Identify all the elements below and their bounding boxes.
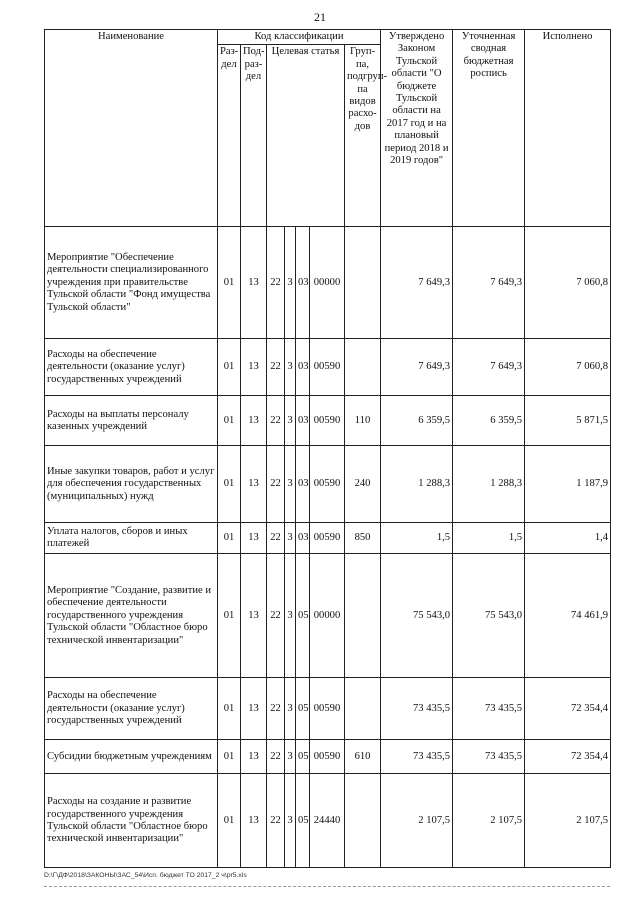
table-body: [45, 227, 611, 868]
row-target-part-2: 3: [285, 446, 296, 523]
row-executed: 74 461,9: [525, 554, 611, 678]
row-target-part-4: 00590: [310, 740, 345, 774]
row-target-part-3: 03: [296, 446, 310, 523]
row-expense-group: [345, 339, 381, 396]
footer-file-path: D:\Г\ДФ\2018\ЗАКОНЫ\ЗАС_54\Исп. бюджет ТО 2017_2 ч\pr5.xls: [44, 872, 247, 879]
row-refined: 7 649,3: [453, 339, 525, 396]
row-target-part-2: 3: [285, 227, 296, 339]
row-approved: 2 107,5: [381, 774, 453, 868]
row-target-part-4: 00590: [310, 446, 345, 523]
row-executed: 7 060,8: [525, 339, 611, 396]
row-target-part-2: 3: [285, 523, 296, 554]
table-row: [45, 523, 611, 554]
row-target-part-2: 3: [285, 774, 296, 868]
row-name: Мероприятие "Создание, развитие и обеспечение деятельности государственного учреждения Тульской области "Областное бюро технической инвентаризации": [45, 554, 218, 678]
row-executed: 72 354,4: [525, 740, 611, 774]
header-expense-group: Груп-па, подгруп-па видов расхо-дов: [345, 45, 381, 227]
row-expense-group: 610: [345, 740, 381, 774]
row-executed: 1 187,9: [525, 446, 611, 523]
row-target-part-2: 3: [285, 678, 296, 740]
row-refined: 1,5: [453, 523, 525, 554]
row-name: Расходы на обеспечение деятельности (оказание услуг) государственных учреждений: [45, 678, 218, 740]
row-subsection: 13: [241, 227, 267, 339]
row-section: 01: [218, 774, 241, 868]
row-approved: 1 288,3: [381, 446, 453, 523]
row-target-part-4: 00000: [310, 554, 345, 678]
row-target-part-1: 22: [267, 554, 285, 678]
table-row: [45, 446, 611, 523]
row-name: Расходы на выплаты персоналу казенных учреждений: [45, 396, 218, 446]
row-approved: 6 359,5: [381, 396, 453, 446]
row-approved: 75 543,0: [381, 554, 453, 678]
row-expense-group: 110: [345, 396, 381, 446]
row-expense-group: [345, 227, 381, 339]
row-refined: 73 435,5: [453, 678, 525, 740]
row-name: Расходы на обеспечение деятельности (оказание услуг) государственных учреждений: [45, 339, 218, 396]
row-target-part-1: 22: [267, 774, 285, 868]
row-subsection: 13: [241, 339, 267, 396]
row-refined: 7 649,3: [453, 227, 525, 339]
row-target-part-1: 22: [267, 740, 285, 774]
header-section: Раз-дел: [218, 45, 241, 227]
table-row: [45, 396, 611, 446]
row-refined: 1 288,3: [453, 446, 525, 523]
table-row: [45, 740, 611, 774]
table-row: [45, 678, 611, 740]
header-subsection: Под-раз-дел: [241, 45, 267, 227]
budget-table: [44, 29, 611, 868]
header-approved: Утверждено Законом Тульской области "О бюджете Тульской области на 2017 год и на плановый период 2018 и 2019 годов": [381, 30, 453, 227]
row-subsection: 13: [241, 554, 267, 678]
header-code-group: Код классификации: [218, 30, 381, 45]
row-target-part-1: 22: [267, 523, 285, 554]
row-executed: 7 060,8: [525, 227, 611, 339]
row-target-part-1: 22: [267, 396, 285, 446]
row-target-part-2: 3: [285, 740, 296, 774]
row-target-part-3: 03: [296, 227, 310, 339]
row-executed: 72 354,4: [525, 678, 611, 740]
row-section: 01: [218, 396, 241, 446]
row-refined: 75 543,0: [453, 554, 525, 678]
row-expense-group: [345, 554, 381, 678]
page-number: 21: [314, 10, 326, 24]
row-section: 01: [218, 446, 241, 523]
row-target-part-4: 00000: [310, 227, 345, 339]
row-target-part-3: 05: [296, 740, 310, 774]
row-expense-group: [345, 774, 381, 868]
row-section: 01: [218, 339, 241, 396]
header-refined: Уточненная сводная бюджетная роспись: [453, 30, 525, 227]
row-approved: 7 649,3: [381, 227, 453, 339]
row-subsection: 13: [241, 740, 267, 774]
row-target-part-4: 00590: [310, 523, 345, 554]
row-target-part-2: 3: [285, 554, 296, 678]
row-target-part-1: 22: [267, 227, 285, 339]
header-row-1: [45, 30, 611, 45]
row-refined: 73 435,5: [453, 740, 525, 774]
table-row: [45, 554, 611, 678]
row-subsection: 13: [241, 396, 267, 446]
header-target-article: Целевая статья: [267, 45, 345, 227]
row-target-part-2: 3: [285, 339, 296, 396]
row-name: Мероприятие "Обеспечение деятельности специализированного учреждения при правительстве Тульской области "Фонд имущества Тульской области": [45, 227, 218, 339]
row-name: Иные закупки товаров, работ и услуг для обеспечения государственных (муниципальных) нужд: [45, 446, 218, 523]
row-section: 01: [218, 678, 241, 740]
row-section: 01: [218, 227, 241, 339]
row-target-part-2: 3: [285, 396, 296, 446]
table-row: [45, 339, 611, 396]
header-name: Наименование: [45, 30, 218, 227]
row-target-part-4: 24440: [310, 774, 345, 868]
row-approved: 73 435,5: [381, 740, 453, 774]
row-subsection: 13: [241, 523, 267, 554]
row-target-part-3: 05: [296, 774, 310, 868]
row-target-part-3: 03: [296, 339, 310, 396]
row-approved: 73 435,5: [381, 678, 453, 740]
row-section: 01: [218, 554, 241, 678]
row-subsection: 13: [241, 774, 267, 868]
row-name: Расходы на создание и развитие государственного учреждения Тульской области "Областное бюро технической инвентаризации": [45, 774, 218, 868]
row-expense-group: 240: [345, 446, 381, 523]
row-target-part-4: 00590: [310, 678, 345, 740]
row-executed: 2 107,5: [525, 774, 611, 868]
row-target-part-1: 22: [267, 678, 285, 740]
row-refined: 2 107,5: [453, 774, 525, 868]
row-executed: 5 871,5: [525, 396, 611, 446]
row-name: Субсидии бюджетным учреждениям: [45, 740, 218, 774]
table-row: [45, 774, 611, 868]
row-name: Уплата налогов, сборов и иных платежей: [45, 523, 218, 554]
row-target-part-1: 22: [267, 339, 285, 396]
row-target-part-1: 22: [267, 446, 285, 523]
row-section: 01: [218, 523, 241, 554]
header-executed: Исполнено: [525, 30, 611, 227]
row-refined: 6 359,5: [453, 396, 525, 446]
row-section: 01: [218, 740, 241, 774]
row-target-part-3: 05: [296, 554, 310, 678]
row-subsection: 13: [241, 446, 267, 523]
row-expense-group: 850: [345, 523, 381, 554]
row-target-part-4: 00590: [310, 339, 345, 396]
row-expense-group: [345, 678, 381, 740]
row-target-part-3: 03: [296, 523, 310, 554]
row-approved: 7 649,3: [381, 339, 453, 396]
row-target-part-4: 00590: [310, 396, 345, 446]
row-target-part-3: 03: [296, 396, 310, 446]
row-subsection: 13: [241, 678, 267, 740]
row-target-part-3: 05: [296, 678, 310, 740]
table-row: [45, 227, 611, 339]
bottom-divider: [44, 886, 610, 887]
row-approved: 1,5: [381, 523, 453, 554]
row-executed: 1,4: [525, 523, 611, 554]
